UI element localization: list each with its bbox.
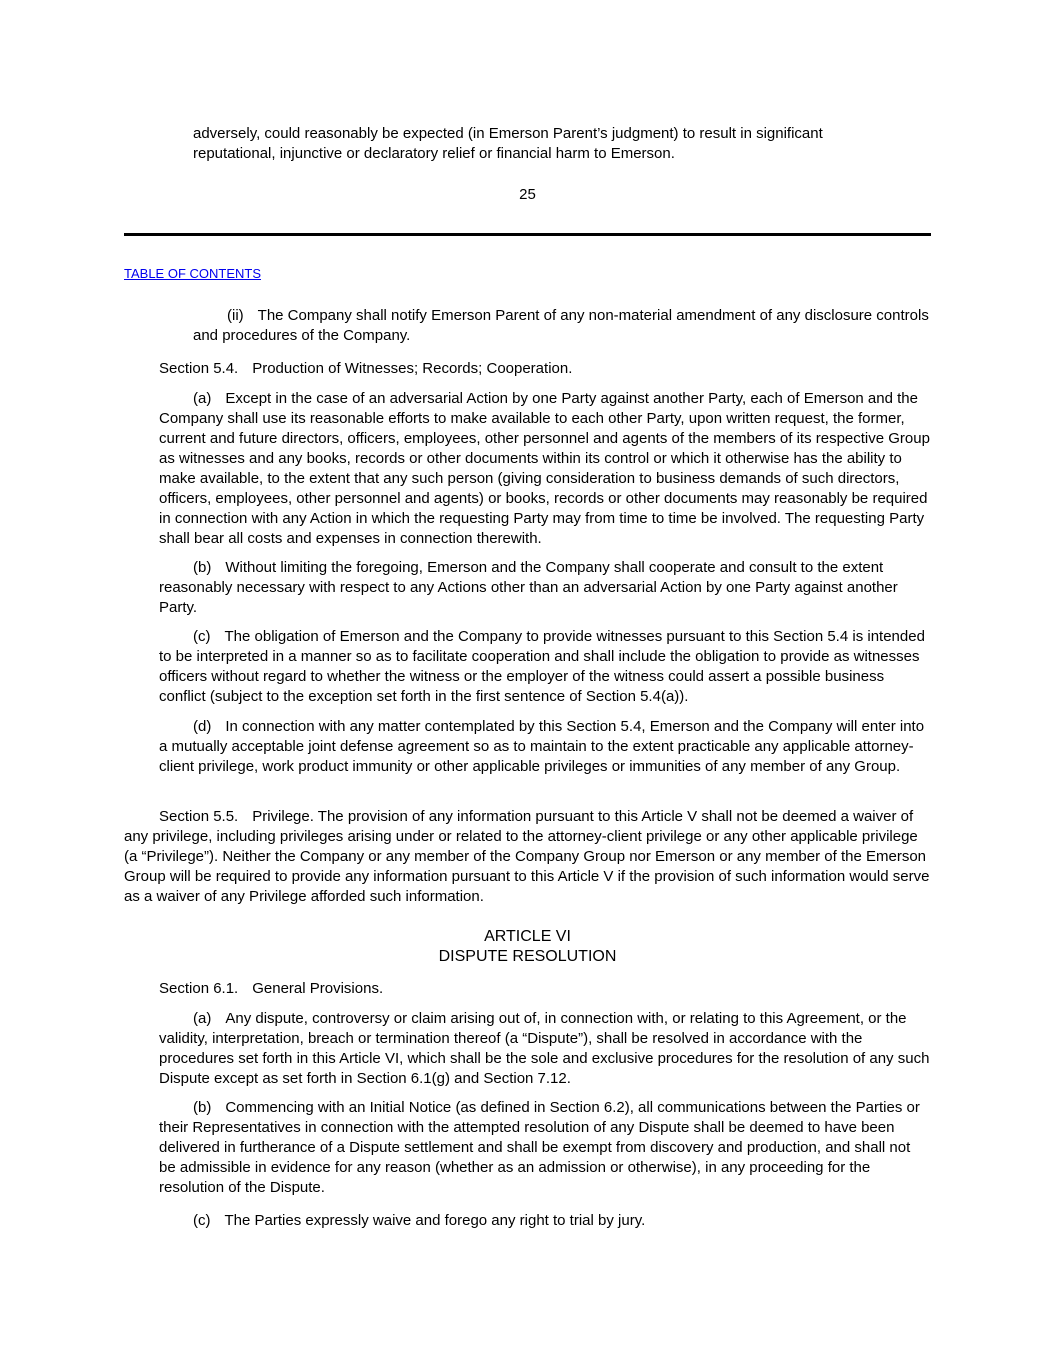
section-6-1-heading [159, 979, 931, 999]
section-title: Production of Witnesses; Records; Cooperation. [252, 360, 573, 377]
paragraph-6-1-c [159, 1211, 931, 1231]
article-heading: ARTICLE VI [484, 928, 571, 945]
paragraph-6-1-b [159, 1098, 931, 1198]
table-of-contents-link[interactable]: TABLE OF CONTENTS [124, 266, 261, 281]
paragraph-label: (ii) [227, 307, 244, 324]
paragraph-label: (d) [193, 718, 212, 735]
paragraph-text: Commencing with an Initial Notice (as defined in Section 6.2), all communications between the Parties or their Representatives in connection with the attempted resolution of any Dispute shall be deemed to have been delivered in furtherance of a Dispute settlement and shall be exempt from discovery and production, and shall not be admissible in evidence for any reason (whether as an admission or otherwise), in any proceeding for the resolution of the Dispute. [159, 1099, 920, 1196]
paragraph-text: In connection with any matter contemplated by this Section 5.4, Emerson and the Company will enter into a mutually acceptable joint defense agreement so as to maintain to the extent practicable any applicable attorney-client privilege, work product immunity or other applicable privileges or immunities of any member of any Group. [159, 718, 925, 775]
paragraph-label: (a) [193, 1010, 212, 1027]
paragraph-label: (c) [193, 628, 211, 645]
paragraph-text: Except in the case of an adversarial Action by one Party against another Party, each of Emerson and the Company shall use its reasonable efforts to make available to each other Party, upon written request, the former, current and future directors, officers, employees, other personnel and agents of the members of its respective Group as witnesses and any books, records or other documents within its control or which it otherwise has the ability to make available, to the extent that any such person (giving consideration to business demands of such directors, officers, employees, other personnel and agents) or books, records or other documents may reasonably be required in connection with any Action in which the requesting Party may from time to time be involved. The requesting Party shall bear all costs and expenses in connection therewith. [159, 390, 930, 547]
section-5-4-heading [159, 359, 931, 379]
page-number: 25 [519, 186, 536, 203]
section-text: Privilege. The provision of any information pursuant to this Article V shall not be deemed a waiver of any privilege, including privileges arising under or related to the attorney-client privilege or any other applicable privilege (a “Privilege”). Neither the Company or any member of the Company Group nor Emerson or any member of the Emerson Group will be required to provide any information pursuant to this Article V if the provision of such information would serve as a waiver of any Privilege afforded such information. [124, 808, 930, 905]
paragraph-text: The obligation of Emerson and the Company to provide witnesses pursuant to this Section 5.4 is intended to be interpreted in a manner so as to facilitate cooperation and shall include the obligation to provide as witnesses officers without regard to whether the witness or the employer of the witness could assert a possible business conflict (subject to the exception set forth in the first sentence of Section 5.4(a)). [159, 628, 925, 705]
section-title: General Provisions. [252, 980, 384, 997]
paragraph-label: (b) [193, 559, 212, 576]
paragraph-label: (c) [193, 1212, 211, 1229]
paragraph-text: The Parties expressly waive and forego any right to trial by jury. [224, 1212, 646, 1229]
paragraph-text: The Company shall notify Emerson Parent of any non-material amendment of any disclosure controls and procedures of the Company. [193, 307, 929, 344]
paragraph-5-4-b [159, 558, 931, 618]
paragraph-label: (a) [193, 390, 212, 407]
paragraph-5-4-a [159, 389, 931, 549]
paragraph-5-4-c [159, 627, 931, 707]
paragraph-6-1-a [159, 1009, 931, 1089]
section-number: Section 6.1. [159, 980, 239, 997]
continued-paragraph: adversely, could reasonably be expected (in Emerson Parent’s judgment) to result in significant reputational, injunctive or declaratory relief or financial harm to Emerson. [193, 125, 823, 162]
paragraph-text: Without limiting the foregoing, Emerson and the Company shall cooperate and consult to the extent reasonably necessary with respect to any Actions other than an adversarial Action by one Party against another Party. [159, 559, 898, 616]
page-divider [124, 233, 931, 236]
article-title: DISPUTE RESOLUTION [438, 948, 617, 965]
section-5-5 [124, 807, 931, 907]
section-number: Section 5.5. [159, 808, 239, 825]
paragraph-ii [193, 306, 931, 346]
section-number: Section 5.4. [159, 360, 239, 377]
paragraph-5-4-d [159, 717, 931, 777]
paragraph-label: (b) [193, 1099, 212, 1116]
paragraph-text: Any dispute, controversy or claim arising out of, in connection with, or relating to this Agreement, or the validity, interpretation, breach or termination thereof (a “Dispute”), shall be resolved in accordance with the procedures set forth in this Article VI, which shall be the sole and exclusive procedures for the resolution of any such Dispute except as set forth in Section 6.1(g) and Section 7.12. [159, 1010, 930, 1087]
